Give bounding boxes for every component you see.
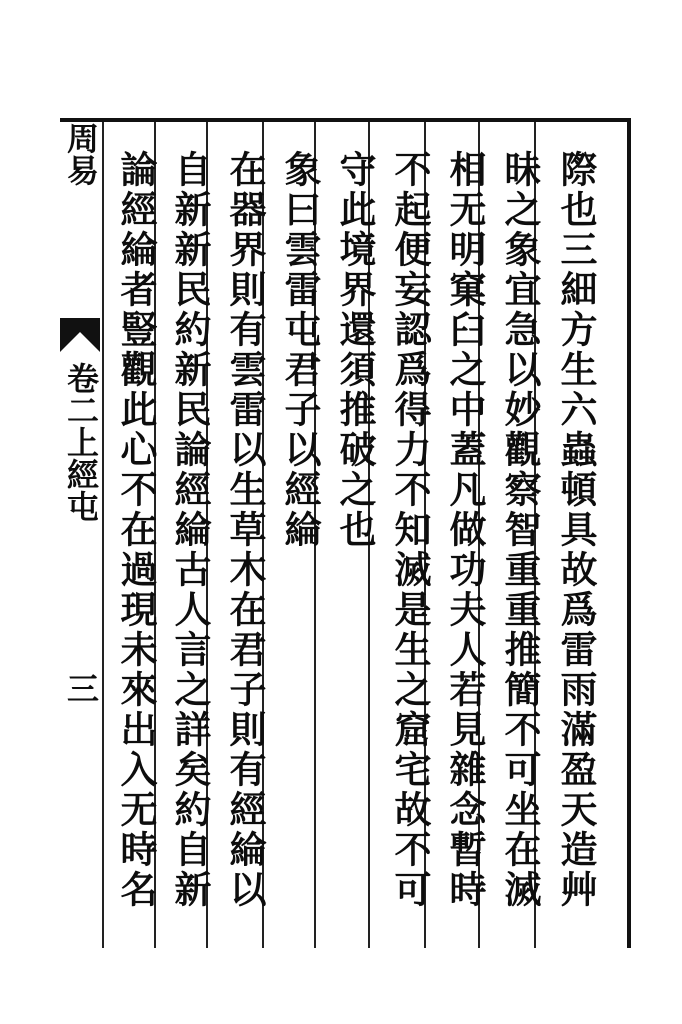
- text-column-4: 不起便妄認爲得力不知滅是生之窟宅故不可: [388, 150, 432, 910]
- text-column-8: 自新新民約新民論經綸古人言之詳矣約自新: [168, 150, 212, 910]
- right-frame-border: [627, 118, 631, 948]
- text-column-7: 在器界則有雲雷以生草木在君子則有經綸以: [223, 150, 267, 910]
- text-column-1: 際也三細方生六蟲頓具故爲雷雨滿盈天造艸: [554, 150, 598, 910]
- margin-column: [58, 122, 102, 948]
- text-column-9: 論經綸者豎觀此心不在過現未來出入无時名: [114, 150, 158, 910]
- text-column-3: 相无明窠臼之中蓋凡做功夫人若見雜念暫時: [443, 150, 487, 910]
- fish-tail-mark-icon: [60, 318, 100, 352]
- text-column-2: 昧之象宜急以妙觀察智重重推簡不可坐在滅: [498, 150, 542, 910]
- page-number: 三: [62, 672, 100, 704]
- chapter-label: 卷二上經屯: [62, 362, 100, 522]
- text-column-5: 守此境界還須推破之也: [333, 150, 377, 550]
- column-rule: [102, 122, 104, 948]
- text-column-6: 象曰雲雷屯君子以經綸: [278, 150, 322, 550]
- top-frame-border: [60, 118, 630, 122]
- book-title: 周易: [62, 122, 100, 186]
